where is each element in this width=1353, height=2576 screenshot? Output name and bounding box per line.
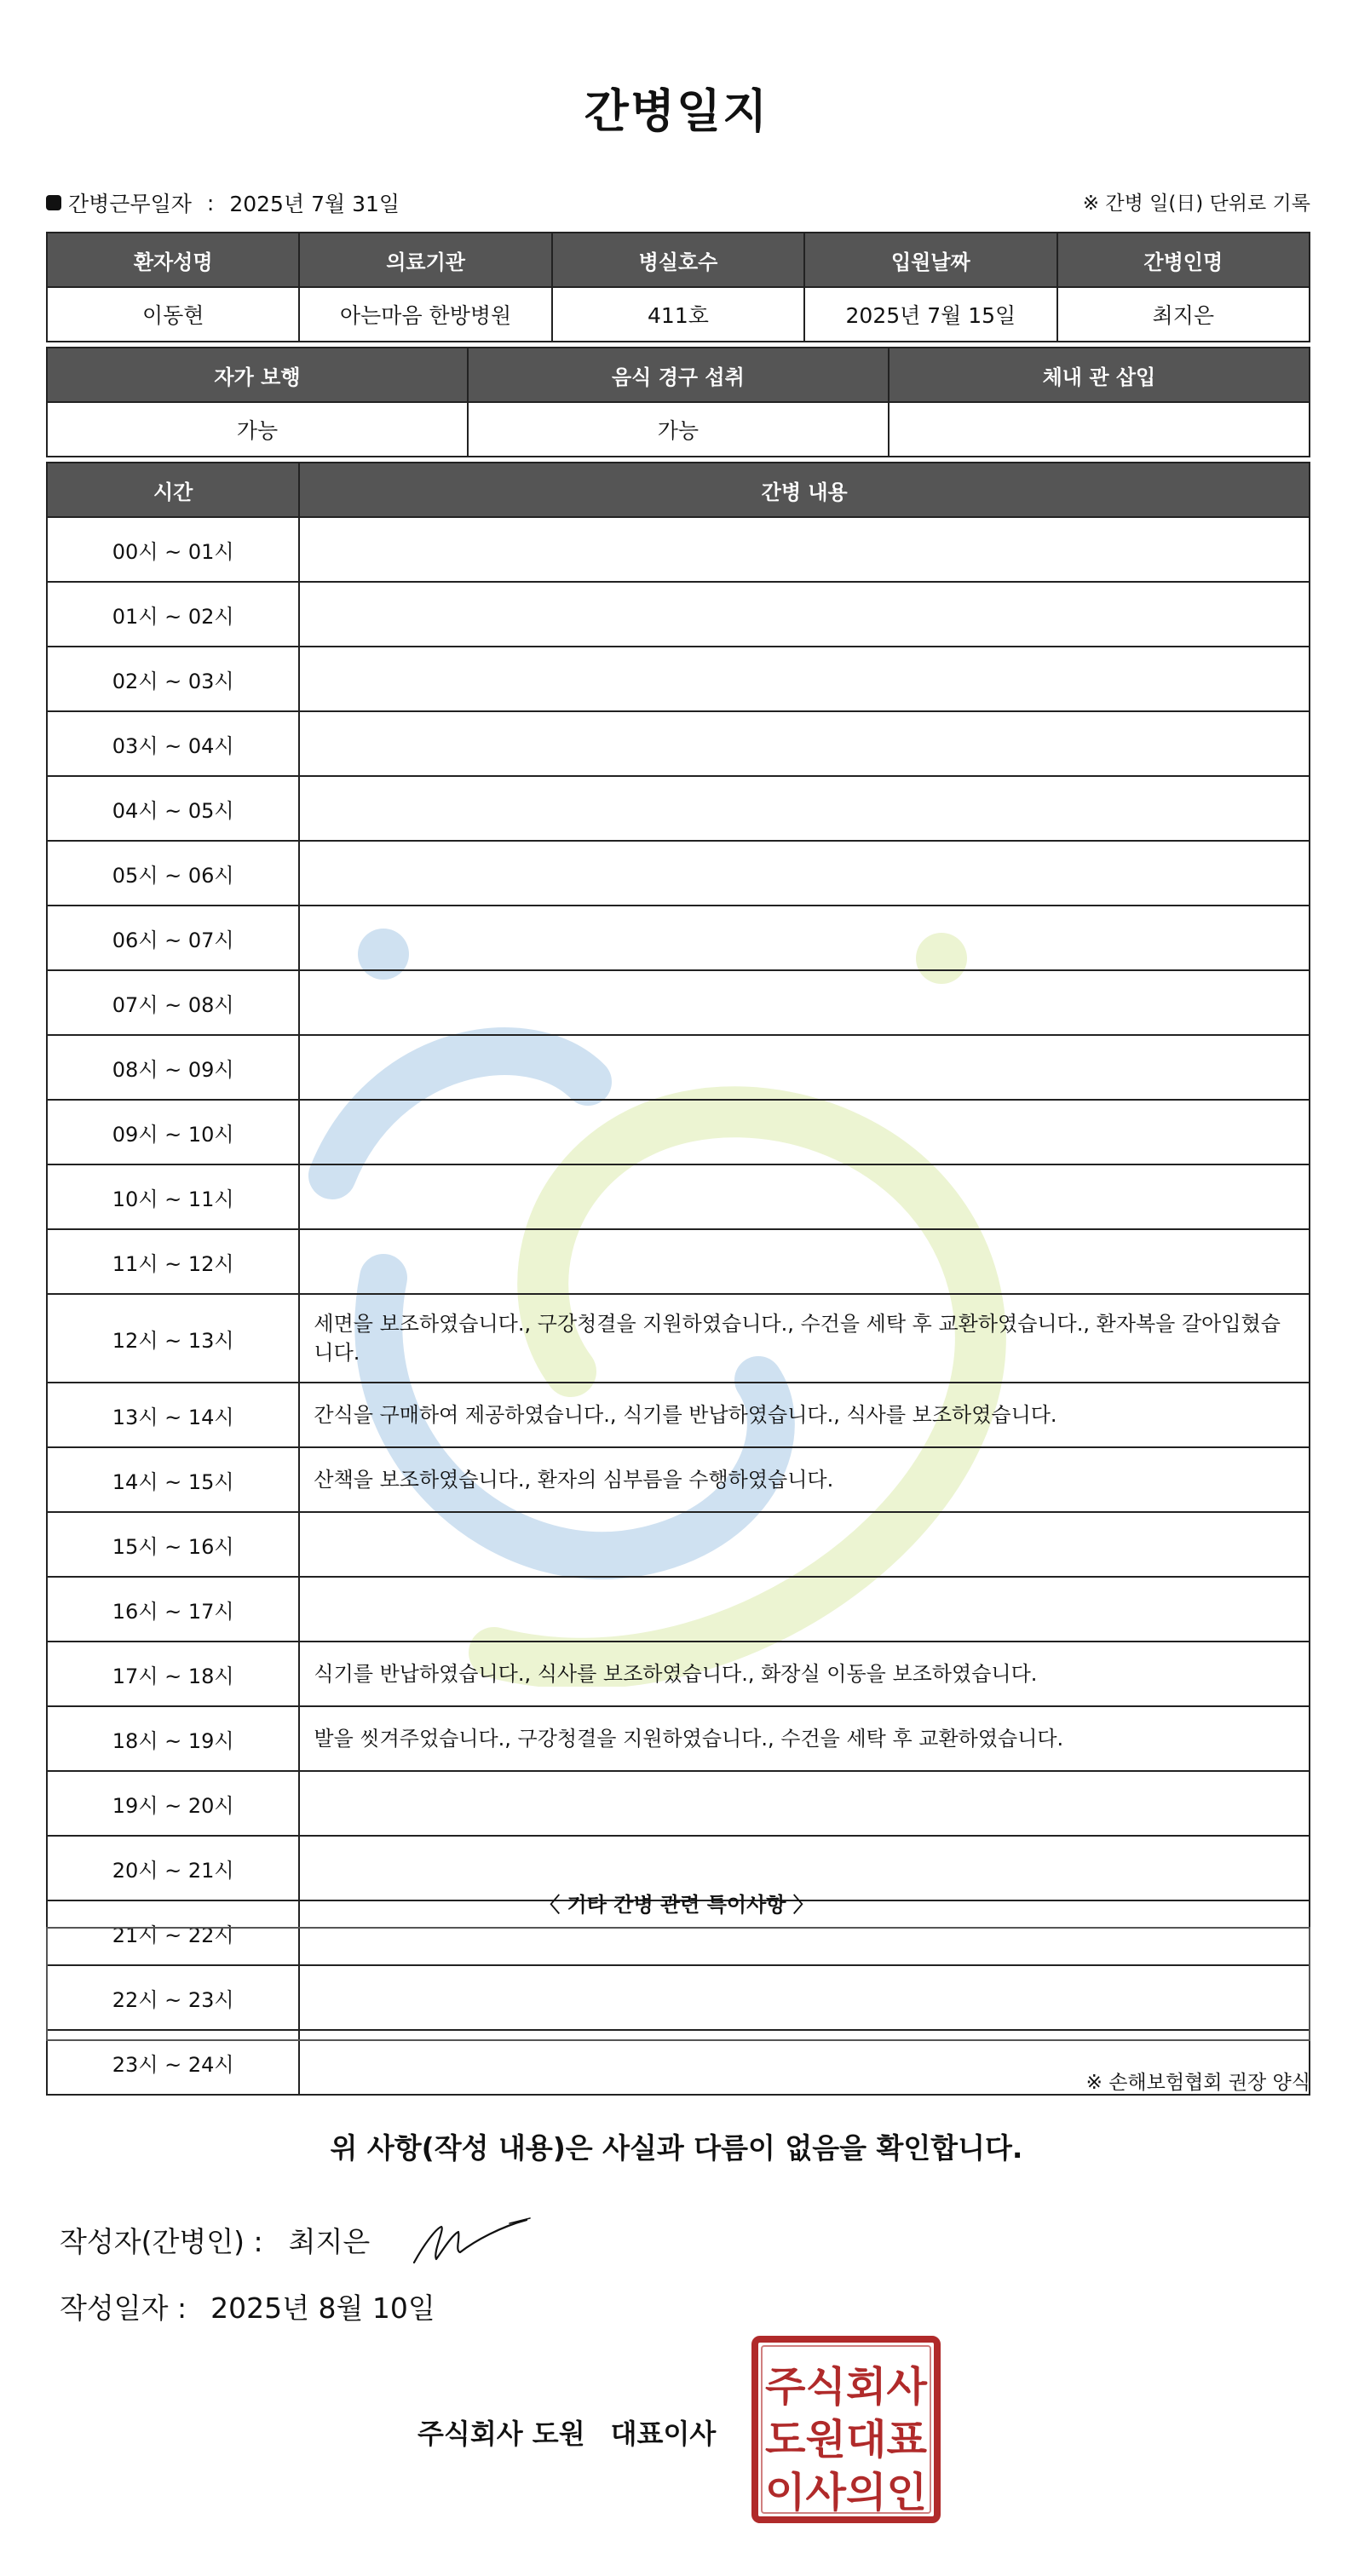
log-time: 20시 ~ 21시 — [47, 1836, 299, 1900]
log-row — [47, 1577, 1310, 1642]
header-hospital: 의료기관 — [299, 233, 551, 287]
form-source-note: ※ 손해보험협회 권장 양식 — [1085, 2072, 1310, 2094]
svg-text:이사의인: 이사의인 — [765, 2469, 927, 2516]
svg-text:도원대표: 도원대표 — [765, 2416, 928, 2464]
patient-info-table — [46, 232, 1310, 342]
log-time: 04시 ~ 05시 — [47, 776, 299, 841]
hospital-name: 아는마음 한방병원 — [299, 287, 551, 342]
work-date-row — [46, 187, 1310, 221]
log-content — [299, 517, 1310, 582]
log-content — [299, 1229, 1310, 1294]
log-row — [47, 1706, 1310, 1771]
log-time: 21시 ~ 22시 — [47, 1900, 299, 1965]
care-log-table — [46, 462, 1310, 2096]
header-oral-intake: 음식 경구 섭취 — [468, 348, 889, 402]
header-self-walking: 자가 보행 — [47, 348, 468, 402]
company-seal-stamp — [750, 2334, 942, 2525]
log-time: 03시 ~ 04시 — [47, 711, 299, 776]
log-time: 22시 ~ 23시 — [47, 1965, 299, 2030]
log-row — [47, 711, 1310, 776]
written-date-label: 작성일자 : — [60, 2291, 187, 2325]
log-content — [299, 776, 1310, 841]
log-time: 18시 ~ 19시 — [47, 1706, 299, 1771]
work-date-separator: : — [206, 190, 215, 216]
bullet-icon — [46, 195, 61, 210]
log-time: 02시 ~ 03시 — [47, 647, 299, 711]
caregiver-name: 최지은 — [1057, 287, 1310, 342]
log-time: 01시 ~ 02시 — [47, 582, 299, 647]
log-time: 14시 ~ 15시 — [47, 1447, 299, 1512]
notes-box — [46, 1927, 1310, 2041]
log-time: 10시 ~ 11시 — [47, 1164, 299, 1229]
patient-name: 이동현 — [47, 287, 299, 342]
log-row — [47, 1642, 1310, 1706]
log-content: 간식을 구매하여 제공하였습니다., 식기를 반납하였습니다., 식사를 보조하였습니다. — [299, 1383, 1310, 1447]
log-row — [47, 1164, 1310, 1229]
notes-title: 〈 기타 간병 관련 특이사항 〉 — [539, 1893, 814, 1917]
log-row — [47, 1294, 1310, 1383]
log-time: 00시 ~ 01시 — [47, 517, 299, 582]
work-date-label: 간병근무일자 — [68, 192, 192, 216]
log-time: 16시 ~ 17시 — [47, 1577, 299, 1642]
author-label: 작성자(간병인) : — [60, 2225, 263, 2258]
log-time: 06시 ~ 07시 — [47, 906, 299, 970]
log-content — [299, 647, 1310, 711]
log-time: 09시 ~ 10시 — [47, 1100, 299, 1164]
patient-status-table — [46, 347, 1310, 457]
log-time: 11시 ~ 12시 — [47, 1229, 299, 1294]
room-number: 411호 — [552, 287, 804, 342]
written-date-value: 2025년 8월 10일 — [210, 2291, 435, 2325]
header-caregiver: 간병인명 — [1057, 233, 1310, 287]
log-row — [47, 1771, 1310, 1836]
log-row — [47, 1035, 1310, 1100]
log-time: 17시 ~ 18시 — [47, 1642, 299, 1706]
work-date-value: 2025년 7월 31일 — [229, 192, 400, 216]
log-row — [47, 582, 1310, 647]
header-room: 병실호수 — [552, 233, 804, 287]
header-care-content: 간병 내용 — [299, 463, 1310, 517]
log-time: 19시 ~ 20시 — [47, 1771, 299, 1836]
admission-date: 2025년 7월 15일 — [804, 287, 1056, 342]
log-content — [299, 582, 1310, 647]
company-title: 대표이사 — [610, 2418, 717, 2450]
log-row — [47, 517, 1310, 582]
log-content — [299, 1771, 1310, 1836]
author-name: 최지은 — [288, 2225, 371, 2258]
page-title: 간병일지 — [584, 84, 769, 138]
log-row — [47, 1512, 1310, 1577]
log-content: 발을 씻겨주었습니다., 구강청결을 지원하였습니다., 수건을 세탁 후 교환하였습니다. — [299, 1706, 1310, 1771]
log-row — [47, 776, 1310, 841]
log-time: 05시 ~ 06시 — [47, 841, 299, 906]
log-row — [47, 1229, 1310, 1294]
log-row — [47, 1383, 1310, 1447]
log-time: 12시 ~ 13시 — [47, 1294, 299, 1383]
log-row — [47, 970, 1310, 1035]
log-row — [47, 906, 1310, 970]
log-content — [299, 841, 1310, 906]
self-walking-value: 가능 — [47, 402, 468, 457]
log-content — [299, 1035, 1310, 1100]
author-line — [60, 2220, 370, 2260]
written-date-line — [60, 2286, 435, 2326]
header-patient-name: 환자성명 — [47, 233, 299, 287]
log-content: 산책을 보조하였습니다., 환자의 심부름을 수행하였습니다. — [299, 1447, 1310, 1512]
log-content — [299, 1164, 1310, 1229]
log-content — [299, 711, 1310, 776]
log-content: 식기를 반납하였습니다., 식사를 보조하였습니다., 화장실 이동을 보조하였습니다. — [299, 1642, 1310, 1706]
log-content — [299, 1577, 1310, 1642]
header-time: 시간 — [47, 463, 299, 517]
log-row — [47, 841, 1310, 906]
log-content — [299, 906, 1310, 970]
log-time: 23시 ~ 24시 — [47, 2030, 299, 2095]
log-content — [299, 1512, 1310, 1577]
log-row — [47, 647, 1310, 711]
log-time: 15시 ~ 16시 — [47, 1512, 299, 1577]
log-time: 13시 ~ 14시 — [47, 1383, 299, 1447]
svg-text:주식회사: 주식회사 — [765, 2363, 928, 2411]
company-line — [417, 2412, 716, 2452]
log-row — [47, 1100, 1310, 1164]
tube-insertion-value — [889, 402, 1310, 457]
log-row — [47, 1447, 1310, 1512]
log-content — [299, 970, 1310, 1035]
header-tube-insertion: 체내 관 삽입 — [889, 348, 1310, 402]
confirmation-statement: 위 사항(작성 내용)은 사실과 다름이 없음을 확인합니다. — [330, 2131, 1023, 2165]
log-content — [299, 1100, 1310, 1164]
header-admission-date: 입원날짜 — [804, 233, 1056, 287]
record-note: ※ 간병 일(日) 단위로 기록 — [1082, 193, 1310, 215]
oral-intake-value: 가능 — [468, 402, 889, 457]
log-content: 세면을 보조하였습니다., 구강청결을 지원하였습니다., 수건을 세탁 후 교환하였습니다., 환자복을 갈아입혔습니다. — [299, 1294, 1310, 1383]
log-time: 07시 ~ 08시 — [47, 970, 299, 1035]
signature-image — [407, 2210, 535, 2269]
company-name: 주식회사 도원 — [417, 2418, 585, 2450]
log-time: 08시 ~ 09시 — [47, 1035, 299, 1100]
